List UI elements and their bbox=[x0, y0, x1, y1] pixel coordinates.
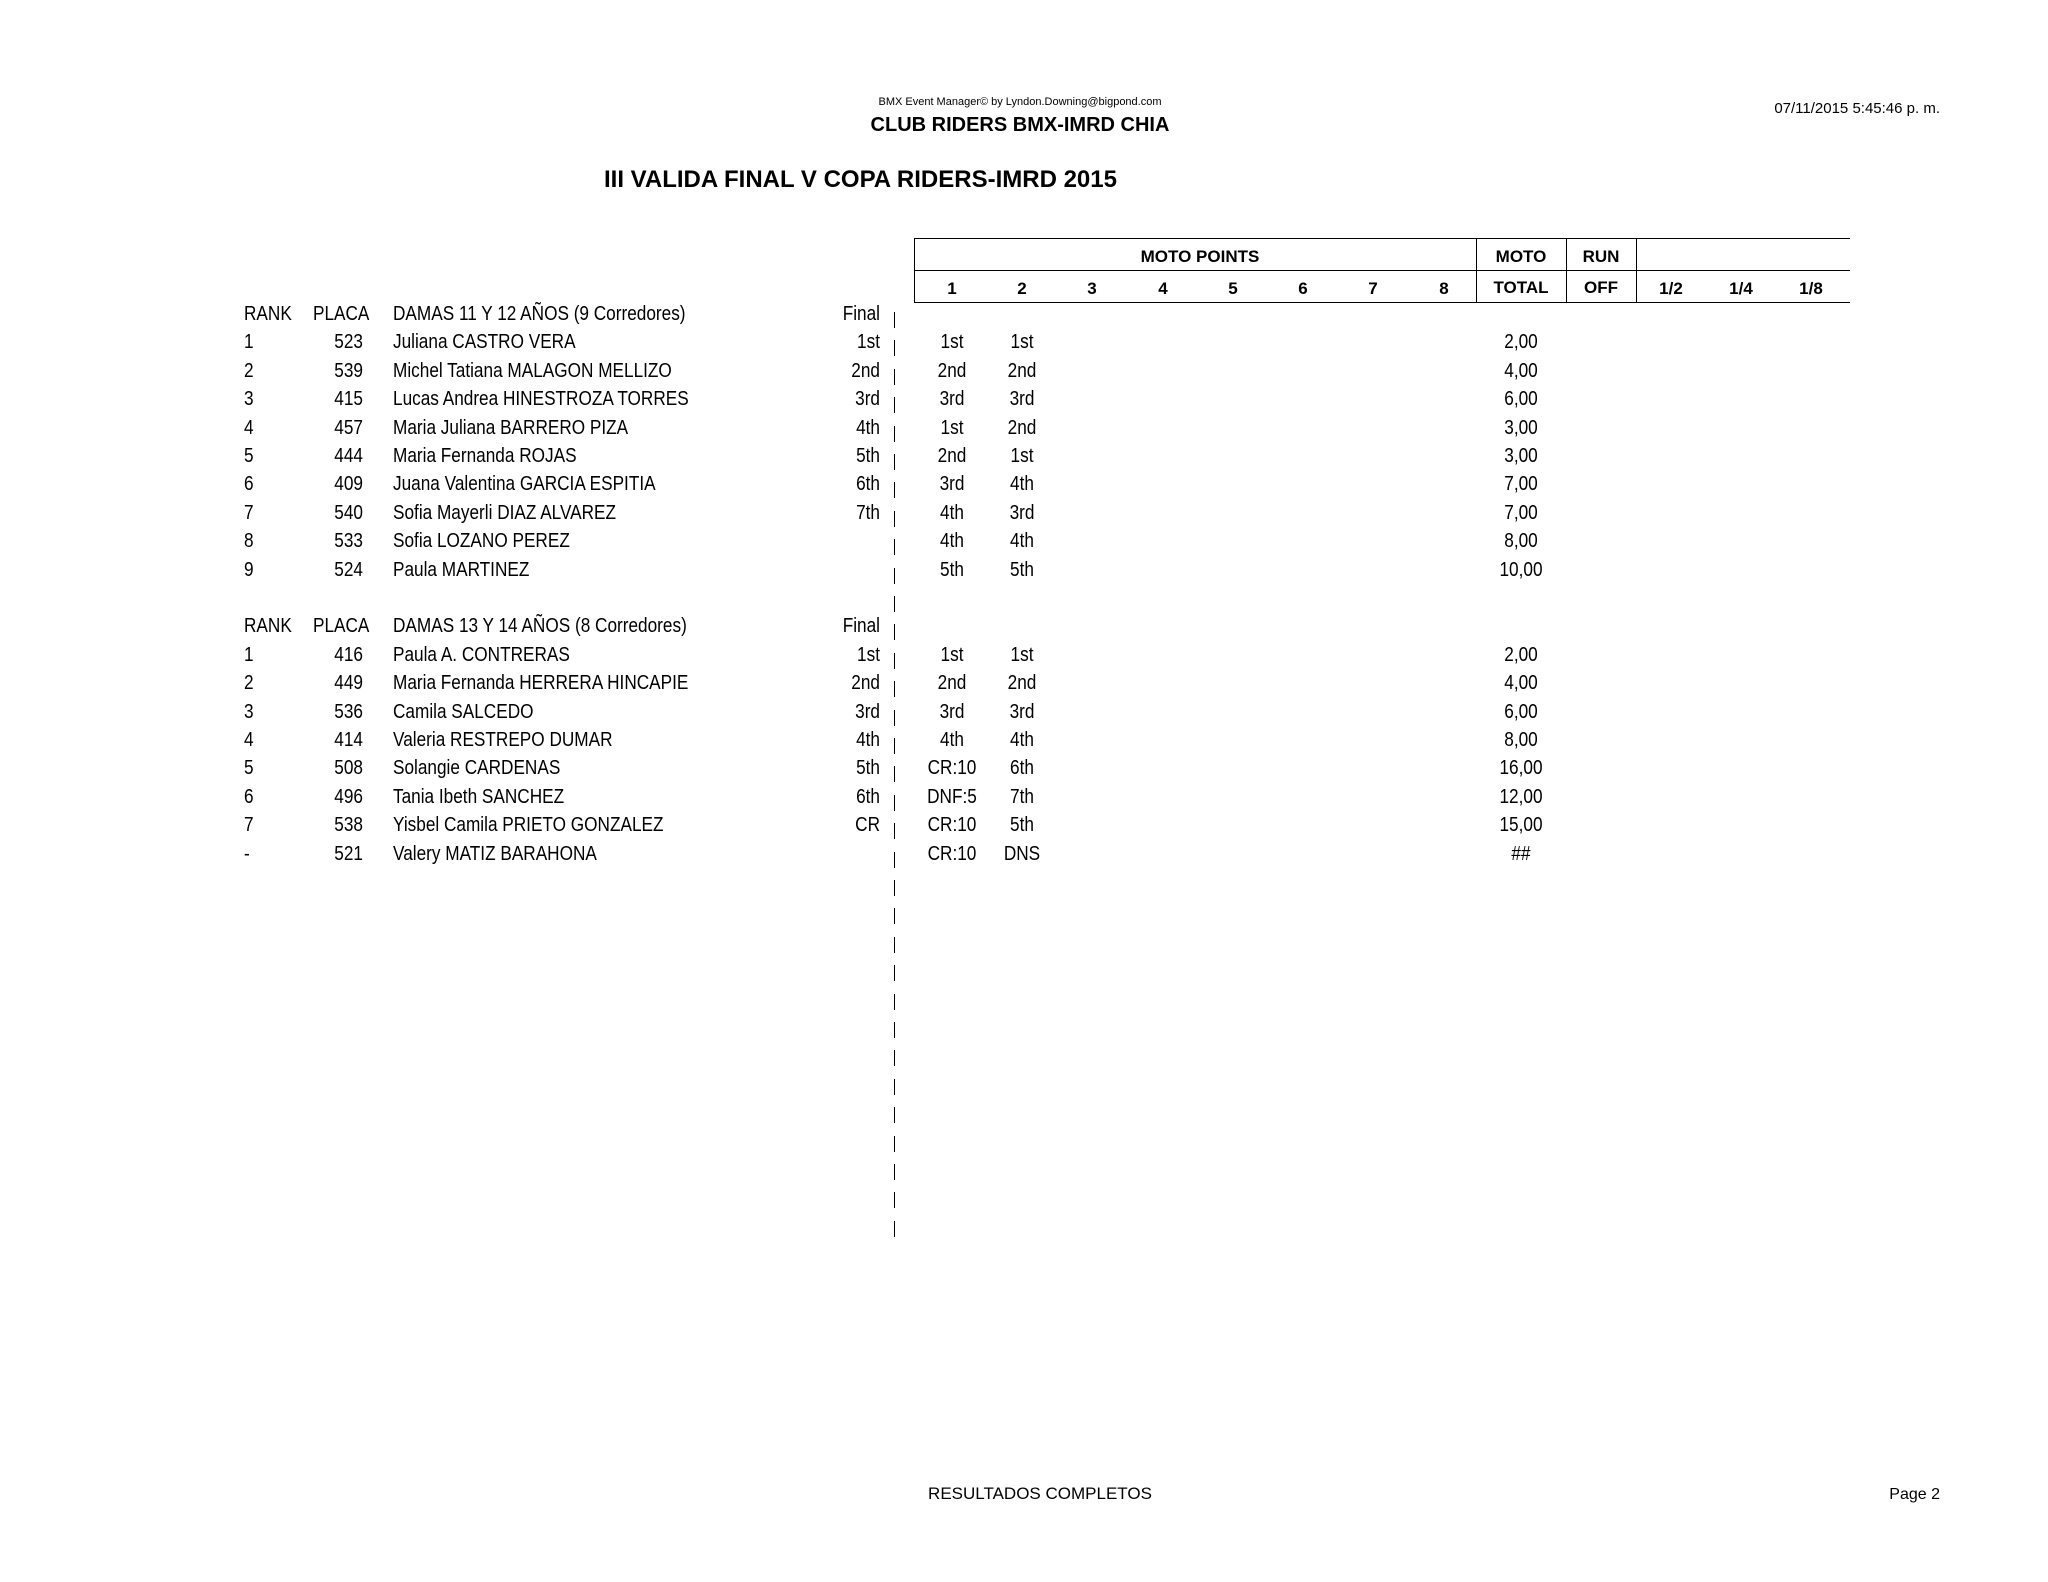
row-separator-bar bbox=[894, 710, 895, 726]
rider-m1: 4th bbox=[940, 530, 964, 553]
round-semifinal: 1/2 bbox=[1659, 279, 1683, 298]
row-separator-bar bbox=[894, 568, 895, 584]
rider-final: 7th bbox=[856, 501, 880, 524]
header-left-border bbox=[914, 238, 915, 302]
rider-rank: 7 bbox=[244, 501, 254, 524]
rider-plate: 508 bbox=[334, 757, 363, 780]
row-separator-bar bbox=[894, 766, 895, 782]
row-separator-bar bbox=[894, 397, 895, 413]
rider-m2: 1st bbox=[1010, 643, 1034, 666]
row-separator-bar bbox=[894, 1164, 895, 1180]
rider-plate: 540 bbox=[334, 501, 363, 524]
final-column-label: Final bbox=[842, 303, 880, 325]
rider-m2: 2nd bbox=[1007, 416, 1037, 439]
rider-m1: DNF:5 bbox=[927, 785, 977, 808]
print-timestamp: 07/11/2015 5:45:46 p. m. bbox=[1774, 100, 1940, 117]
rider-plate: 521 bbox=[334, 842, 363, 865]
row-separator-bar bbox=[894, 596, 895, 612]
rider-name: Lucas Andrea HINESTROZA TORRES bbox=[393, 388, 689, 411]
rider-m2: 7th bbox=[1010, 785, 1034, 808]
rider-total: 8,00 bbox=[1504, 729, 1538, 751]
rank-column-label: RANK bbox=[244, 615, 292, 638]
round-quarterfinal: 1/4 bbox=[1729, 279, 1753, 298]
rider-name: Maria Fernanda ROJAS bbox=[393, 445, 577, 467]
round-eighthfinal: 1/8 bbox=[1799, 279, 1823, 298]
row-separator-bar bbox=[894, 908, 895, 924]
club-name: CLUB RIDERS BMX-IMRD CHIA bbox=[870, 114, 1170, 136]
row-separator-bar bbox=[894, 340, 895, 356]
rider-m1: 2nd bbox=[937, 445, 967, 467]
row-separator-bar bbox=[894, 1221, 895, 1237]
rider-m2: 5th bbox=[1010, 558, 1034, 581]
rider-rank: 1 bbox=[244, 643, 254, 666]
rider-m1: CR:10 bbox=[927, 814, 977, 837]
rider-rank: 4 bbox=[244, 416, 254, 439]
row-separator-bar bbox=[894, 426, 895, 442]
rider-m2: 1st bbox=[1010, 331, 1034, 354]
rider-total: 16,00 bbox=[1499, 757, 1543, 780]
rider-total: 3,00 bbox=[1504, 445, 1538, 467]
rider-m1: CR:10 bbox=[927, 842, 977, 865]
page-number: Page 2 bbox=[1889, 1486, 1940, 1503]
rider-name: Paula A. CONTRERAS bbox=[393, 643, 570, 666]
rider-m1: 1st bbox=[940, 416, 964, 439]
moto-number-1: 1 bbox=[947, 279, 957, 298]
rank-column-label: RANK bbox=[244, 303, 292, 325]
rider-m2: 1st bbox=[1010, 445, 1034, 467]
rider-name: Valery MATIZ BARAHONA bbox=[393, 842, 597, 865]
rider-name: Yisbel Camila PRIETO GONZALEZ bbox=[393, 814, 664, 837]
rider-plate: 416 bbox=[334, 643, 363, 666]
header-divider-rounds bbox=[1636, 238, 1637, 302]
rider-plate: 457 bbox=[334, 416, 363, 439]
rider-plate: 444 bbox=[334, 445, 363, 467]
final-column-label: Final bbox=[842, 615, 880, 638]
row-separator-bar bbox=[894, 880, 895, 896]
row-separator-bar bbox=[894, 795, 895, 811]
rider-m1: 3rd bbox=[939, 700, 965, 723]
rider-plate: 415 bbox=[334, 388, 363, 411]
row-separator-bar bbox=[894, 653, 895, 669]
rider-name: Michel Tatiana MALAGON MELLIZO bbox=[393, 359, 672, 382]
rider-name: Valeria RESTREPO DUMAR bbox=[393, 729, 613, 751]
rider-m1: 1st bbox=[940, 643, 964, 666]
rider-plate: 414 bbox=[334, 729, 363, 751]
rider-final: 2nd bbox=[851, 672, 880, 695]
rider-rank: 2 bbox=[244, 359, 254, 382]
rider-plate: 538 bbox=[334, 814, 363, 837]
rider-m2: 2nd bbox=[1007, 359, 1037, 382]
rider-m2: DNS bbox=[1003, 842, 1041, 865]
row-separator-bar bbox=[894, 624, 895, 640]
rider-rank: 5 bbox=[244, 445, 254, 467]
rider-rank: 7 bbox=[244, 814, 254, 837]
rider-total: 3,00 bbox=[1504, 416, 1538, 439]
rider-m1: 3rd bbox=[939, 388, 965, 411]
rider-total: 6,00 bbox=[1504, 388, 1538, 411]
rider-plate: 536 bbox=[334, 700, 363, 723]
rider-m2: 4th bbox=[1010, 530, 1034, 553]
rider-final: 4th bbox=[856, 416, 880, 439]
rider-name: Sofia Mayerli DIAZ ALVAREZ bbox=[393, 501, 617, 524]
rider-m1: 4th bbox=[940, 501, 964, 524]
rider-m2: 4th bbox=[1010, 473, 1034, 496]
row-separator-bar bbox=[894, 852, 895, 868]
moto-heading: MOTO bbox=[1495, 247, 1547, 266]
rider-total: 7,00 bbox=[1504, 473, 1538, 496]
rider-m2: 3rd bbox=[1009, 388, 1035, 411]
rider-final: 6th bbox=[856, 785, 880, 808]
rider-rank: 9 bbox=[244, 558, 254, 581]
rider-final: 1st bbox=[857, 643, 880, 666]
rider-plate: 523 bbox=[334, 331, 363, 354]
rider-m1: 1st bbox=[940, 331, 964, 354]
rider-rank: 6 bbox=[244, 785, 254, 808]
header-middle-border bbox=[914, 270, 1850, 271]
rider-m1: 2nd bbox=[937, 359, 967, 382]
header-bottom-border bbox=[914, 302, 1850, 303]
row-separator-bar bbox=[894, 539, 895, 555]
row-separator-bar bbox=[894, 823, 895, 839]
rider-m2: 3rd bbox=[1009, 700, 1035, 723]
moto-points-heading: MOTO POINTS bbox=[1140, 247, 1260, 266]
row-separator-bar bbox=[894, 1136, 895, 1152]
row-separator-bar bbox=[894, 1192, 895, 1208]
rider-m2: 5th bbox=[1010, 814, 1034, 837]
rider-name: Juliana CASTRO VERA bbox=[393, 331, 576, 354]
rider-m2: 4th bbox=[1010, 729, 1034, 751]
category-title: DAMAS 11 Y 12 AÑOS (9 Corredores) bbox=[393, 303, 686, 325]
rider-name: Paula MARTINEZ bbox=[393, 558, 530, 581]
row-separator-bar bbox=[894, 1107, 895, 1123]
rider-m1: 2nd bbox=[937, 672, 967, 695]
row-separator-bar bbox=[894, 965, 895, 981]
rider-total: 7,00 bbox=[1504, 501, 1538, 524]
moto-number-3: 3 bbox=[1087, 279, 1097, 298]
rider-rank: 6 bbox=[244, 473, 254, 496]
rider-total: 12,00 bbox=[1499, 785, 1543, 808]
row-separator-bar bbox=[894, 738, 895, 754]
category-title: DAMAS 13 Y 14 AÑOS (8 Corredores) bbox=[393, 615, 687, 638]
header-top-border bbox=[914, 238, 1850, 239]
rider-plate: 496 bbox=[334, 785, 363, 808]
moto-number-5: 5 bbox=[1228, 279, 1238, 298]
rider-total: 4,00 bbox=[1504, 359, 1538, 382]
rider-name: Maria Fernanda HERRERA HINCAPIE bbox=[393, 672, 689, 695]
rider-m2: 6th bbox=[1010, 757, 1034, 780]
rider-name: Camila SALCEDO bbox=[393, 700, 534, 723]
rider-rank: - bbox=[244, 842, 250, 865]
rider-final: CR bbox=[855, 814, 880, 837]
rider-m1: 5th bbox=[940, 558, 964, 581]
plate-column-label: PLACA bbox=[313, 615, 370, 638]
row-separator-bar bbox=[894, 681, 895, 697]
rider-name: Solangie CARDENAS bbox=[393, 757, 561, 780]
rider-rank: 2 bbox=[244, 672, 254, 695]
rider-total: 2,00 bbox=[1504, 331, 1538, 354]
rider-plate: 409 bbox=[334, 473, 363, 496]
row-separator-bar bbox=[894, 312, 895, 328]
rider-plate: 539 bbox=[334, 359, 363, 382]
moto-number-2: 2 bbox=[1017, 279, 1027, 298]
rider-final: 6th bbox=[856, 473, 880, 496]
row-separator-bar bbox=[894, 937, 895, 953]
row-separator-bar bbox=[894, 1079, 895, 1095]
rider-m1: CR:10 bbox=[927, 757, 977, 780]
moto-number-6: 6 bbox=[1298, 279, 1308, 298]
row-separator-bar bbox=[894, 1050, 895, 1066]
rider-m2: 2nd bbox=[1007, 672, 1037, 695]
row-separator-bar bbox=[894, 482, 895, 498]
rider-final: 1st bbox=[857, 331, 880, 354]
event-title: III VALIDA FINAL V COPA RIDERS-IMRD 2015 bbox=[604, 166, 1117, 193]
plate-column-label: PLACA bbox=[313, 303, 370, 325]
rider-final: 3rd bbox=[855, 700, 880, 723]
row-separator-bar bbox=[894, 511, 895, 527]
moto-number-7: 7 bbox=[1368, 279, 1378, 298]
rider-final: 5th bbox=[856, 445, 880, 467]
rider-rank: 3 bbox=[244, 388, 254, 411]
row-separator-bar bbox=[894, 454, 895, 470]
rider-name: Juana Valentina GARCIA ESPITIA bbox=[393, 473, 656, 496]
off-heading: OFF bbox=[1584, 278, 1618, 297]
rider-total: 15,00 bbox=[1499, 814, 1543, 837]
rider-m1: 3rd bbox=[939, 473, 965, 496]
row-separator-bar bbox=[894, 994, 895, 1010]
total-heading: TOTAL bbox=[1493, 278, 1549, 297]
rider-m2: 3rd bbox=[1009, 501, 1035, 524]
rider-rank: 3 bbox=[244, 700, 254, 723]
rider-rank: 5 bbox=[244, 757, 254, 780]
rider-final: 4th bbox=[856, 729, 880, 751]
rider-plate: 449 bbox=[334, 672, 363, 695]
rider-m1: 4th bbox=[940, 729, 964, 751]
rider-total: 4,00 bbox=[1504, 672, 1538, 695]
rider-rank: 1 bbox=[244, 331, 254, 354]
rider-total: 2,00 bbox=[1504, 643, 1538, 666]
run-heading: RUN bbox=[1582, 247, 1620, 266]
rider-name: Tania Ibeth SANCHEZ bbox=[393, 785, 565, 808]
moto-number-4: 4 bbox=[1158, 279, 1168, 298]
rider-rank: 8 bbox=[244, 530, 254, 553]
rider-name: Sofia LOZANO PEREZ bbox=[393, 530, 570, 553]
rider-final: 2nd bbox=[851, 359, 880, 382]
moto-number-8: 8 bbox=[1439, 279, 1449, 298]
rider-total: 10,00 bbox=[1499, 558, 1543, 581]
rider-name: Maria Juliana BARRERO PIZA bbox=[393, 416, 629, 439]
rider-plate: 524 bbox=[334, 558, 363, 581]
rider-total: 6,00 bbox=[1504, 700, 1538, 723]
rider-final: 3rd bbox=[855, 388, 880, 411]
software-credit: BMX Event Manager© by Lyndon.Downing@bigpond.com bbox=[878, 96, 1162, 108]
row-separator-bar bbox=[894, 369, 895, 385]
rider-final: 5th bbox=[856, 757, 880, 780]
row-separator-bar bbox=[894, 1022, 895, 1038]
rider-total: ## bbox=[1511, 842, 1531, 865]
report-type-label: RESULTADOS COMPLETOS bbox=[928, 1484, 1152, 1503]
rider-total: 8,00 bbox=[1504, 530, 1538, 553]
rider-plate: 533 bbox=[334, 530, 363, 553]
rider-rank: 4 bbox=[244, 729, 254, 751]
